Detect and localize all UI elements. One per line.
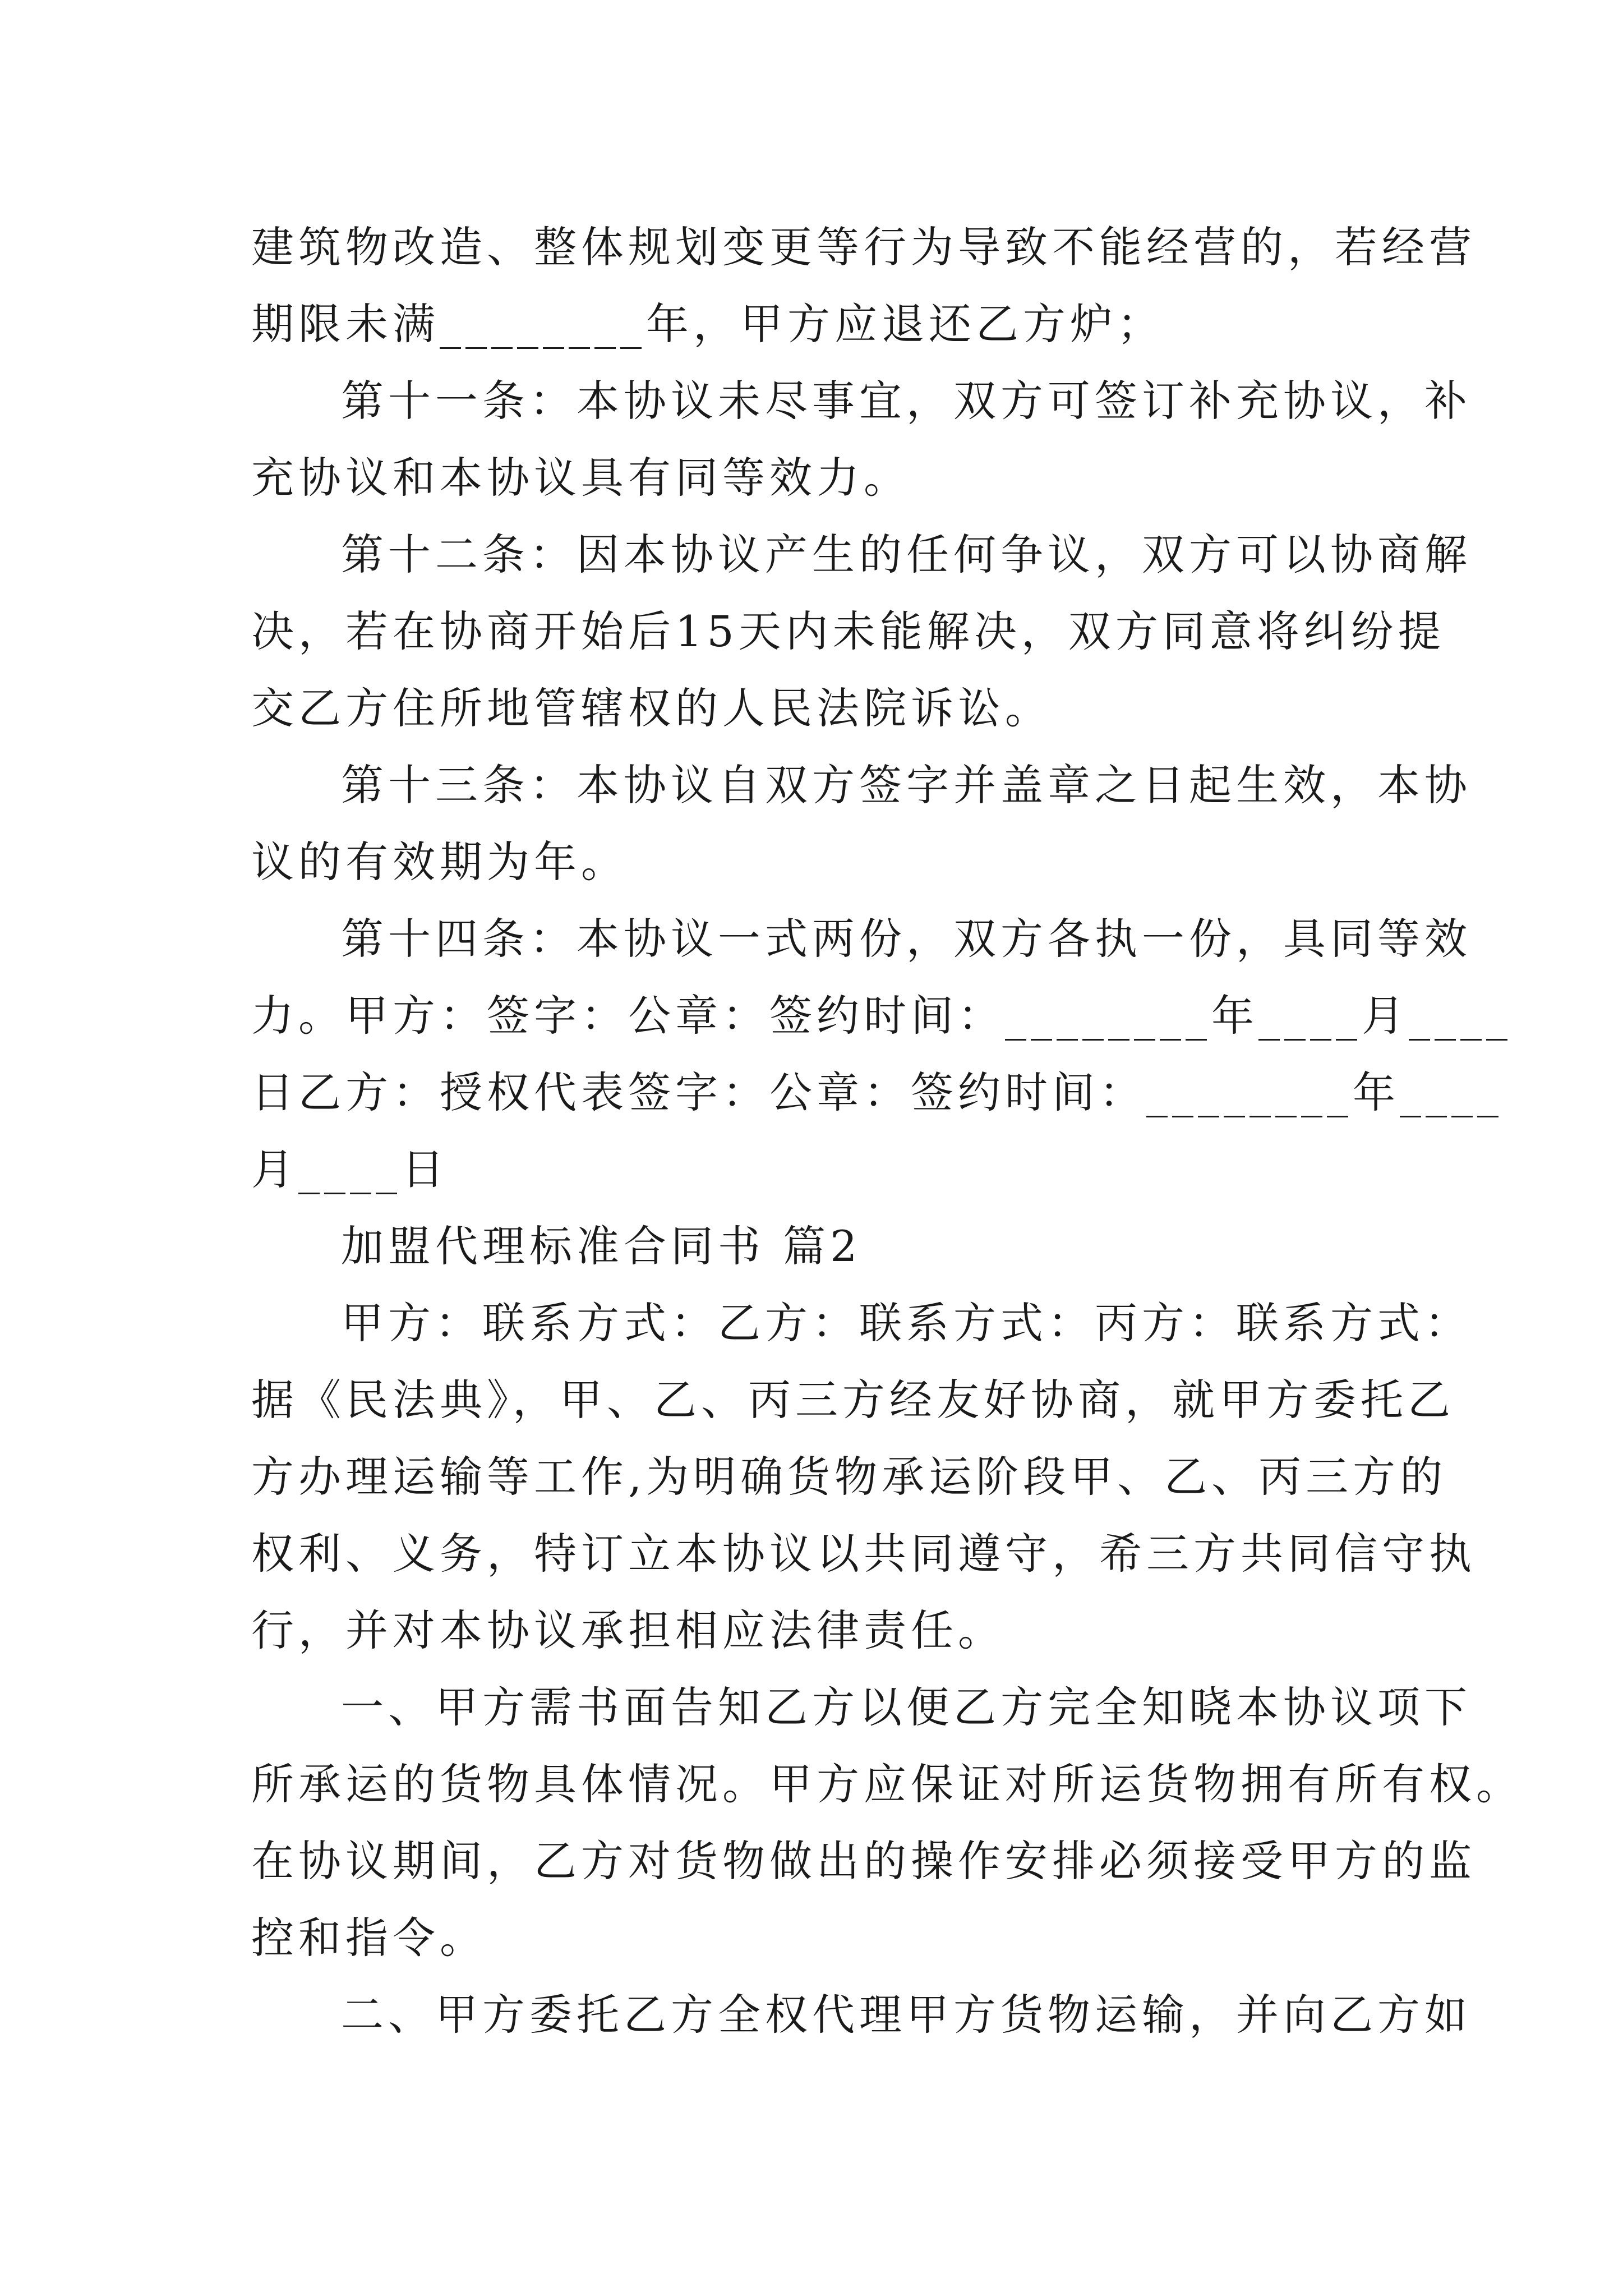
text-line: 充协议和本协议具有同等效力。 [251, 453, 911, 503]
text-line: 在协议期间，乙方对货物做出的操作安排必须接受甲方的监 [251, 1836, 1476, 1886]
text-line: 控和指令。 [251, 1913, 487, 1963]
paragraph-article-13: 第十三条：本协议自双方签字并盖章之日起生效，本协 [341, 760, 1472, 810]
paragraph-article-12: 第十二条：因本协议产生的任何争议，双方可以协商解 [341, 530, 1472, 579]
text-line: 力。甲方：签字：公章：签约时间：________年____月____ [251, 991, 1512, 1041]
text-line: 所承运的货物具体情况。甲方应保证对所运货物拥有所有权。 [251, 1759, 1523, 1809]
text-line: 期限未满________年，甲方应退还乙方炉； [251, 299, 1164, 349]
section-title: 加盟代理标准合同书 篇2 [341, 1221, 862, 1271]
text-line: 方办理运输等工作,为明确货物承运阶段甲、乙、丙三方的 [251, 1452, 1447, 1502]
text-line: 日乙方：授权代表签字：公章：签约时间：________年____ [251, 1068, 1503, 1117]
text-line: 议的有效期为年。 [251, 837, 628, 887]
text-line: 建筑物改造、整体规划变更等行为导致不能经营的，若经营 [251, 222, 1476, 272]
paragraph-item-1: 一、甲方需书面告知乙方以便乙方完全知晓本协议项下 [341, 1682, 1472, 1732]
text-line: 月____日 [251, 1144, 449, 1194]
text-line: 权利、义务，特订立本协议以共同遵守，希三方共同信守执 [251, 1529, 1476, 1579]
text-line: 行，并对本协议承担相应法律责任。 [251, 1605, 1005, 1655]
paragraph-article-14: 第十四条：本协议一式两份，双方各执一份，具同等效 [341, 914, 1472, 964]
parties-line: 甲方：联系方式：乙方：联系方式：丙方：联系方式： [341, 1298, 1472, 1348]
document-body [251, 209, 1523, 2053]
text-line: 据《民法典》，甲、乙、丙三方经友好协商，就甲方委托乙 [251, 1375, 1455, 1425]
paragraph-article-11: 第十一条：本协议未尽事宜，双方可签订补充协议，补 [341, 376, 1472, 426]
paragraph-item-2: 二、甲方委托乙方全权代理甲方货物运输，并向乙方如 [341, 1990, 1472, 2040]
text-line: 决，若在协商开始后15天内未能解决，双方同意将纠纷提 [251, 606, 1445, 656]
text-line: 交乙方住所地管辖权的人民法院诉讼。 [251, 683, 1052, 733]
